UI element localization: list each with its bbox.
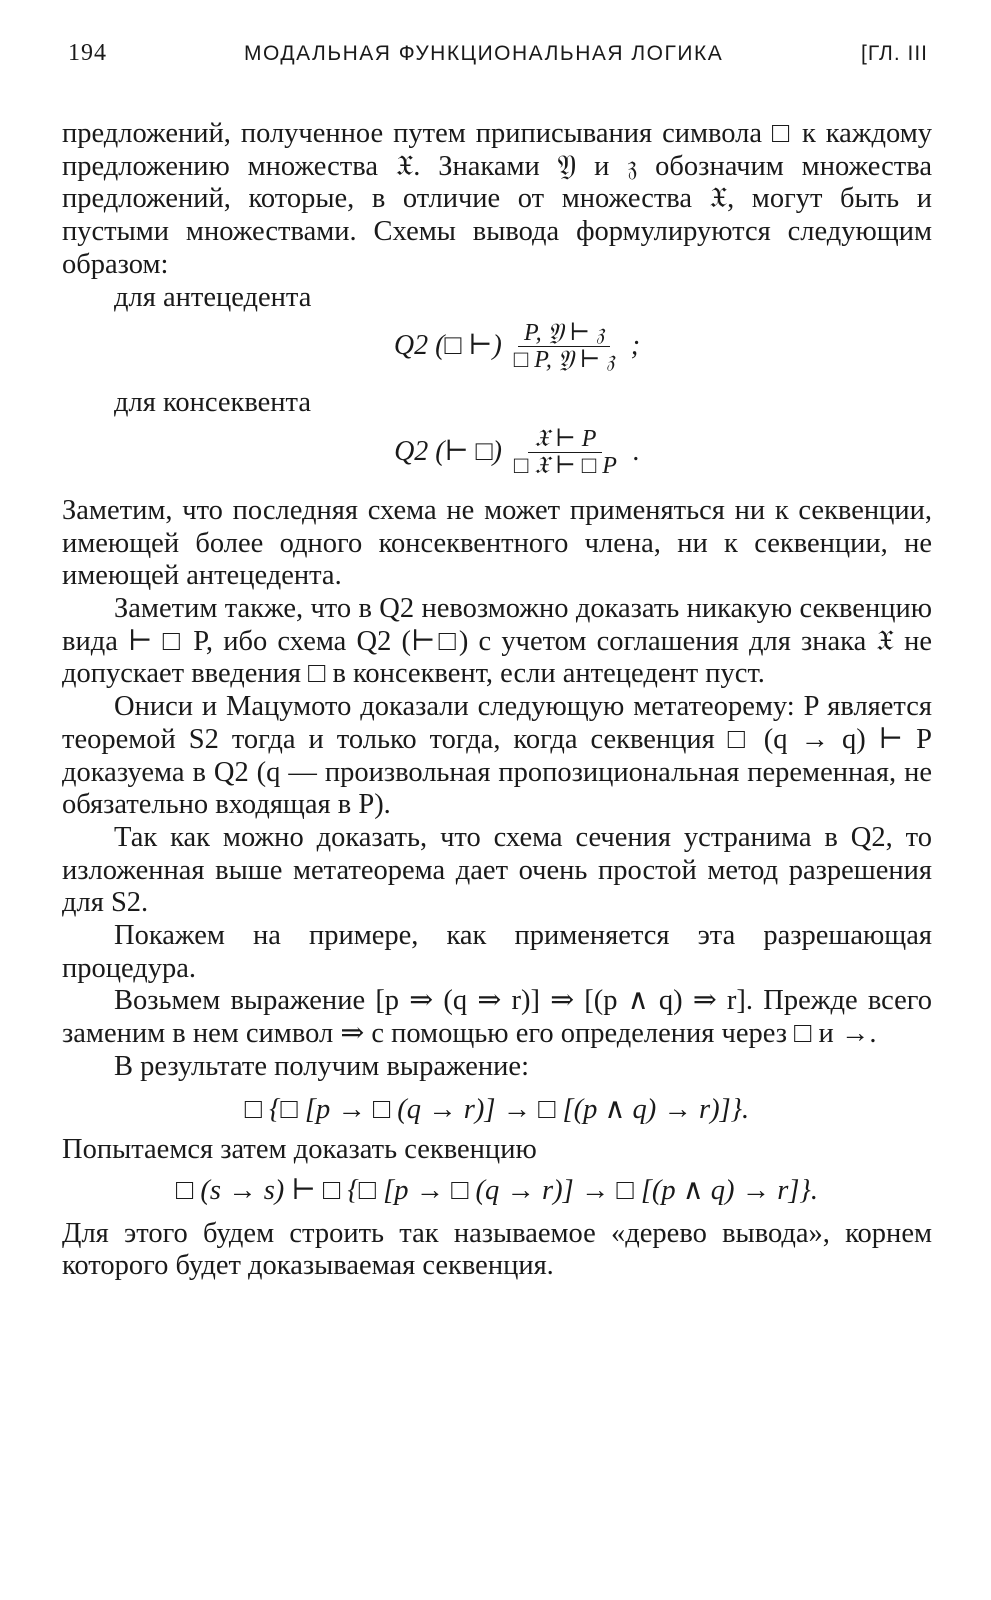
paragraph-1: предложений, полученное путем приписывания символа □ к каждому предложению множества 𝔛. Знаками 𝔜 и 𝔷 обозначим множества предложений, которые, в отличие от множества 𝔛, могут быть и пустыми множествами. Схемы вывода формулируются следующим образом: bbox=[62, 118, 932, 280]
paragraph-2: Заметим, что последняя схема не может применяться ни к секвенции, имеющей более одного консеквентного члена, ни к секвенции, не имеющей антецедента. bbox=[62, 494, 932, 592]
paragraph-5: Так как можно доказать, что схема сечения устранима в Q2, то изложенная выше метатеорема дает очень простой метод разрешения для S2. bbox=[62, 821, 932, 919]
paragraph-4: Ониси и Мацумото доказали следующую метатеорему: P является теоремой S2 тогда и только тогда, когда секвенция □ (q → q) ⊢ P доказуема в Q2 (q — произвольная пропозициональная переменная, не обязательно входящая в P). bbox=[62, 691, 932, 821]
paragraph-9: Попытаемся затем доказать секвенцию bbox=[62, 1134, 537, 1166]
running-title: МОДАЛЬНАЯ ФУНКЦИОНАЛЬНАЯ ЛОГИКА bbox=[244, 42, 724, 65]
paragraph-8: В результате получим выражение: bbox=[114, 1050, 530, 1082]
paragraph-3: Заметим также, что в Q2 невозможно доказать никакую секвенцию вида ⊢ □ P, ибо схема Q2 (⊢□) с учетом соглашения для знака 𝔛 не допускает введения □ в консеквент, если антецедент пуст. bbox=[62, 593, 932, 690]
paragraph-10: Для этого будем строить так называемое «дерево вывода», корнем которого будет доказываемая секвенция. bbox=[62, 1217, 932, 1282]
rule-consequent-punct: . bbox=[632, 436, 640, 468]
running-header bbox=[62, 30, 932, 70]
rule-consequent bbox=[62, 426, 932, 479]
page-number: 194 bbox=[68, 40, 107, 66]
rule-consequent-name: Q2 (⊢ □) bbox=[394, 436, 502, 468]
rule-antecedent-premise: P, 𝔜 ⊢ 𝔷 bbox=[518, 320, 610, 347]
expression-1: □ {□ [p → □ (q → r)] → □ [(p ∧ q) → r)]}. bbox=[244, 1093, 750, 1125]
book-page bbox=[62, 30, 932, 70]
expression-2: □ (s → s) ⊢ □ {□ [p → □ (q → r)] → □ [(p ∧ q) → r]}. bbox=[176, 1174, 818, 1206]
paragraph-7: Возьмем выражение [p ⇒ (q ⇒ r)] ⇒ [(p ∧ q) ⇒ r]. Прежде всего заменим в нем символ ⇒ с помощью его определения через □ и →. bbox=[62, 985, 932, 1050]
label-consequent: для консеквента bbox=[114, 387, 311, 419]
rule-antecedent bbox=[62, 320, 932, 373]
paragraph-6: Покажем на примере, как применяется эта разрешающая процедура. bbox=[62, 920, 932, 984]
rule-antecedent-conclusion: □ P, 𝔜 ⊢ 𝔷 bbox=[513, 347, 615, 374]
rule-antecedent-fraction bbox=[508, 320, 621, 373]
label-antecedent: для антецедента bbox=[114, 281, 312, 313]
rule-consequent-premise: 𝔛 ⊢ P bbox=[528, 426, 602, 453]
rule-antecedent-punct: ; bbox=[630, 330, 641, 362]
page-body bbox=[62, 118, 932, 1283]
rule-consequent-conclusion: □ 𝔛 ⊢ □ P bbox=[513, 452, 617, 479]
rule-antecedent-name: Q2 (□ ⊢) bbox=[393, 330, 502, 362]
chapter-label: [ГЛ. III bbox=[861, 42, 928, 65]
rule-consequent-fraction bbox=[508, 426, 623, 479]
